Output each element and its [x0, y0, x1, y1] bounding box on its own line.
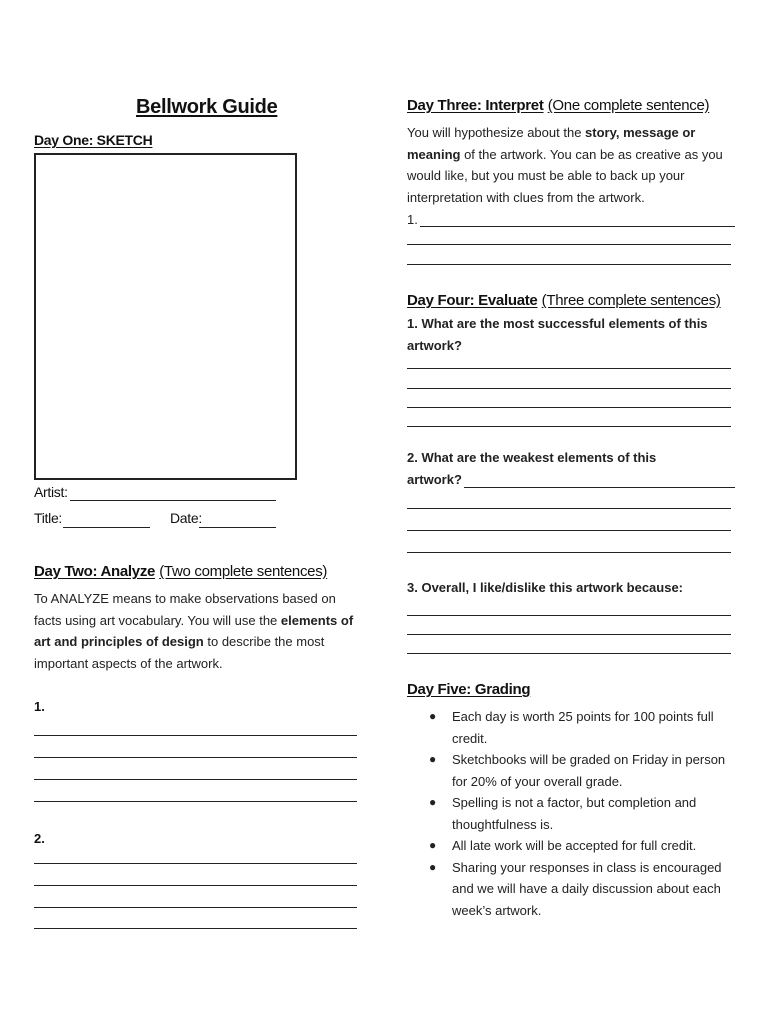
answer-line[interactable]: [407, 634, 731, 635]
date-line[interactable]: [199, 527, 276, 528]
day-three-header: [407, 97, 709, 114]
answer-line[interactable]: [407, 530, 731, 531]
day-two-text-bold: elements of art and principles of design: [34, 612, 354, 649]
grading-bullet-text: Each day is worth 25 points for 100 points full credit.: [452, 709, 714, 746]
list-item: [407, 749, 742, 792]
day-three-subheading: (One complete sentence): [547, 97, 710, 114]
grading-bullet-text: Spelling is not a factor, but completion and thoughtfulness is.: [452, 795, 697, 832]
day-three-text-2: of the artwork. You can be as creative as you would like, but you must be able to back up your interpretation with clues from the artwork.: [407, 146, 723, 205]
day-two-text-2: to describe the most important aspects of the artwork.: [34, 634, 325, 671]
day-four-question-3: 3. Overall, I like/dislike this artwork because:: [407, 580, 684, 595]
day-two-heading: Day Two: Analyze: [34, 563, 156, 580]
answer-line[interactable]: [407, 407, 731, 408]
answer-line[interactable]: [407, 653, 731, 654]
day-one-heading: Day One: SKETCH: [34, 132, 153, 148]
bullet-icon: ●: [429, 709, 437, 723]
answer-line[interactable]: [34, 735, 357, 736]
answer-line[interactable]: [34, 757, 357, 758]
bullet-icon: ●: [429, 859, 437, 874]
day-four-subheading: (Three complete sentences): [541, 292, 721, 309]
sketch-box[interactable]: [34, 153, 297, 480]
answer-line[interactable]: [34, 863, 357, 864]
day-two-item-2-number: 2.: [34, 831, 45, 846]
answer-line[interactable]: [34, 885, 357, 886]
answer-line[interactable]: [407, 388, 731, 389]
answer-line[interactable]: [407, 615, 731, 616]
answer-line[interactable]: [34, 907, 357, 908]
day-two-subheading: (Two complete sentences): [159, 563, 328, 580]
list-item: [407, 706, 742, 749]
bullet-icon: ●: [429, 752, 437, 766]
answer-line[interactable]: [420, 226, 735, 227]
list-item: [407, 857, 742, 922]
day-four-question-2: 2. What are the weakest elements of this artwork?: [407, 450, 657, 487]
answer-line[interactable]: [407, 426, 731, 427]
answer-line[interactable]: [407, 508, 731, 509]
day-five-heading: Day Five: Grading: [407, 681, 531, 698]
title-label: Title:: [34, 510, 63, 526]
bullet-icon: ●: [429, 795, 437, 809]
grading-bullet-text: All late work will be accepted for full credit.: [452, 838, 697, 853]
answer-line[interactable]: [34, 779, 357, 780]
answer-line[interactable]: [34, 928, 357, 929]
grading-bullet-text: Sharing your responses in class is encouraged and we will have a daily discussion about each week’s artwork.: [452, 859, 722, 918]
day-three-heading: Day Three: Interpret: [407, 97, 544, 114]
list-item: [407, 792, 742, 835]
date-label: Date:: [170, 510, 202, 526]
bullet-icon: ●: [429, 838, 437, 852]
day-two-instructions: [34, 588, 364, 674]
answer-line[interactable]: [464, 487, 735, 488]
answer-line[interactable]: [407, 264, 731, 265]
page-title: Bellwork Guide: [136, 96, 278, 118]
day-three-instructions: [407, 122, 737, 208]
artist-label: Artist:: [34, 484, 68, 500]
title-line[interactable]: [63, 527, 150, 528]
day-three-item-1-number: 1.: [407, 212, 418, 227]
day-four-question-1: 1. What are the most successful elements of this artwork?: [407, 316, 708, 353]
answer-line[interactable]: [407, 552, 731, 553]
day-three-text-bold: story, message or meaning: [407, 125, 696, 162]
grading-bullet-text: Sketchbooks will be graded on Friday in person for 20% of your overall grade.: [452, 752, 726, 789]
answer-line[interactable]: [407, 244, 731, 245]
day-four-heading: Day Four: Evaluate: [407, 292, 538, 309]
day-four-header: [407, 292, 721, 309]
day-three-text-1: You will hypothesize about the: [407, 125, 586, 140]
day-two-header: [34, 563, 327, 580]
artist-line[interactable]: [70, 500, 276, 501]
grading-list: [407, 706, 742, 921]
day-two-text-1: To ANALYZE means to make observations based on facts using art vocabulary. You will use the: [34, 591, 336, 628]
list-item: [407, 835, 742, 857]
answer-line[interactable]: [407, 368, 731, 369]
day-two-item-1-number: 1.: [34, 699, 45, 714]
answer-line[interactable]: [34, 801, 357, 802]
